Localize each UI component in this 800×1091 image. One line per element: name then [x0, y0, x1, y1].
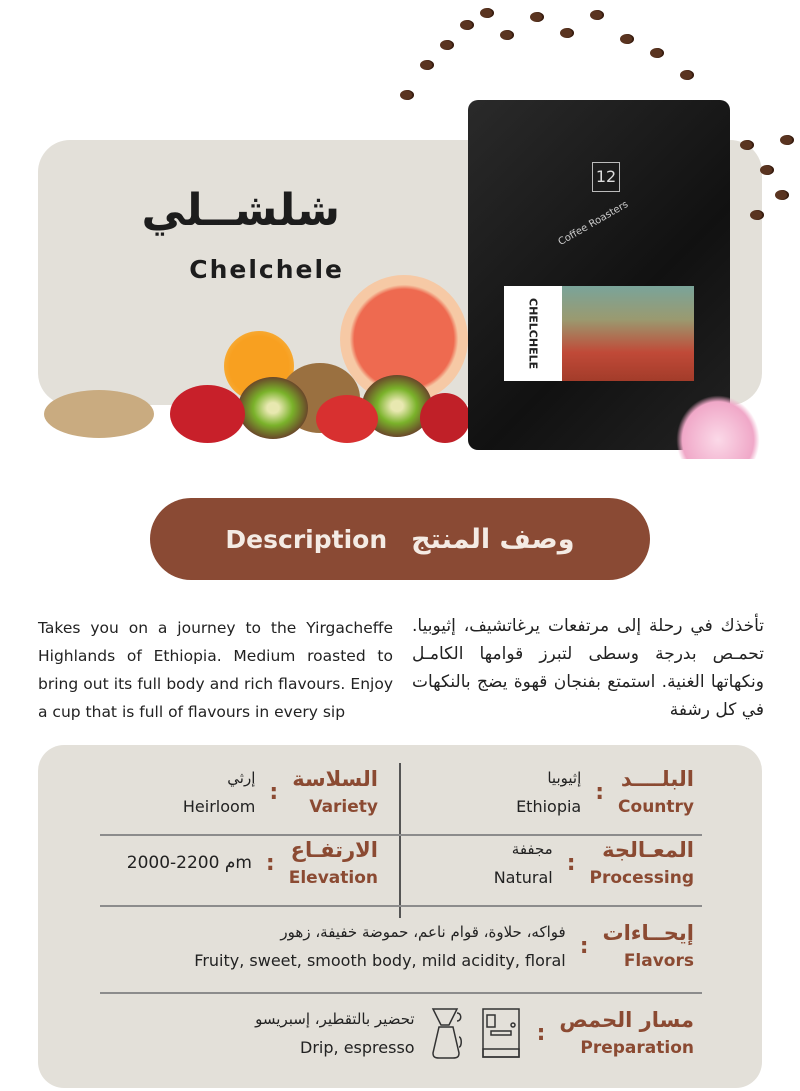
- specs-panel: [38, 745, 762, 1088]
- processing-row: [494, 838, 694, 888]
- description-title-en: Description: [225, 524, 388, 554]
- pour-over-icon: [429, 1007, 465, 1059]
- description-title-ar: وصف المنتج: [411, 523, 575, 555]
- processing-label: المعـالجة Processing: [589, 838, 694, 888]
- elevation-label: الارتفـاع Elevation: [288, 838, 378, 888]
- country-row: [516, 767, 694, 817]
- colon: :: [265, 850, 275, 876]
- label-illustration: [562, 286, 694, 381]
- row-divider: [100, 992, 702, 994]
- row-divider: [100, 834, 702, 836]
- colon: :: [536, 1020, 546, 1046]
- product-title-en: Chelchele: [189, 255, 344, 284]
- flavors-row: [194, 921, 694, 971]
- preparation-row: [255, 1007, 694, 1059]
- label-product-name: CHELCHELE: [526, 297, 540, 370]
- brand-name: Coffee Roasters: [556, 199, 631, 248]
- fruits-image: [44, 275, 474, 450]
- bag-label: [504, 286, 694, 381]
- country-value: إثيوبيا Ethiopia: [516, 768, 582, 816]
- processing-value: مجففة Natural: [493, 839, 553, 887]
- description-header: [150, 498, 650, 580]
- elevation-row: [127, 838, 378, 888]
- column-divider: [399, 763, 401, 918]
- description-ar: تأخذك في رحلة إلى مرتفعات يرغاتشيف، إثيوبيا. تحمـص بدرجة وسطى لتبرز قوامها الكامـل ونكهاتها الغنية. استمتع بفنجان قهوة يضج بالنكهات في كل رشفة: [412, 616, 764, 720]
- variety-value: إرثي Heirloom: [182, 768, 256, 816]
- flower-image: [676, 395, 760, 459]
- flavors-value: فواكه، حلاوة، قوام ناعم، حموضة خفيفة، زهور Fruity, sweet, smooth body, mild acidity, floral: [194, 922, 566, 970]
- variety-row: [183, 767, 378, 817]
- flavors-label: إيحــاءات Flavors: [602, 921, 694, 971]
- variety-label: السلاسة Variety: [292, 767, 378, 817]
- description-en: Takes you on a journey to the Yirgacheffe Highlands of Ethiopia. Medium roasted to bring out its full body and rich flavours. Enjoy a cup that is full of flavours in every sip: [38, 619, 393, 721]
- preparation-value: تحضير بالتقطير، إسبريسو Drip, espresso: [255, 1009, 415, 1057]
- preparation-label: مسار الحمص Preparation: [559, 1008, 694, 1058]
- row-divider: [100, 905, 702, 907]
- espresso-machine-icon: [479, 1007, 523, 1059]
- brand-logo: 12: [592, 162, 620, 192]
- elevation-value: 2000-2200 مm: [126, 853, 252, 873]
- country-label: البلــــد Country: [618, 767, 694, 817]
- colon: :: [595, 779, 605, 805]
- colon: :: [269, 779, 279, 805]
- product-title-ar: شلشــلي: [141, 185, 340, 236]
- colon: :: [579, 933, 589, 959]
- colon: :: [566, 850, 576, 876]
